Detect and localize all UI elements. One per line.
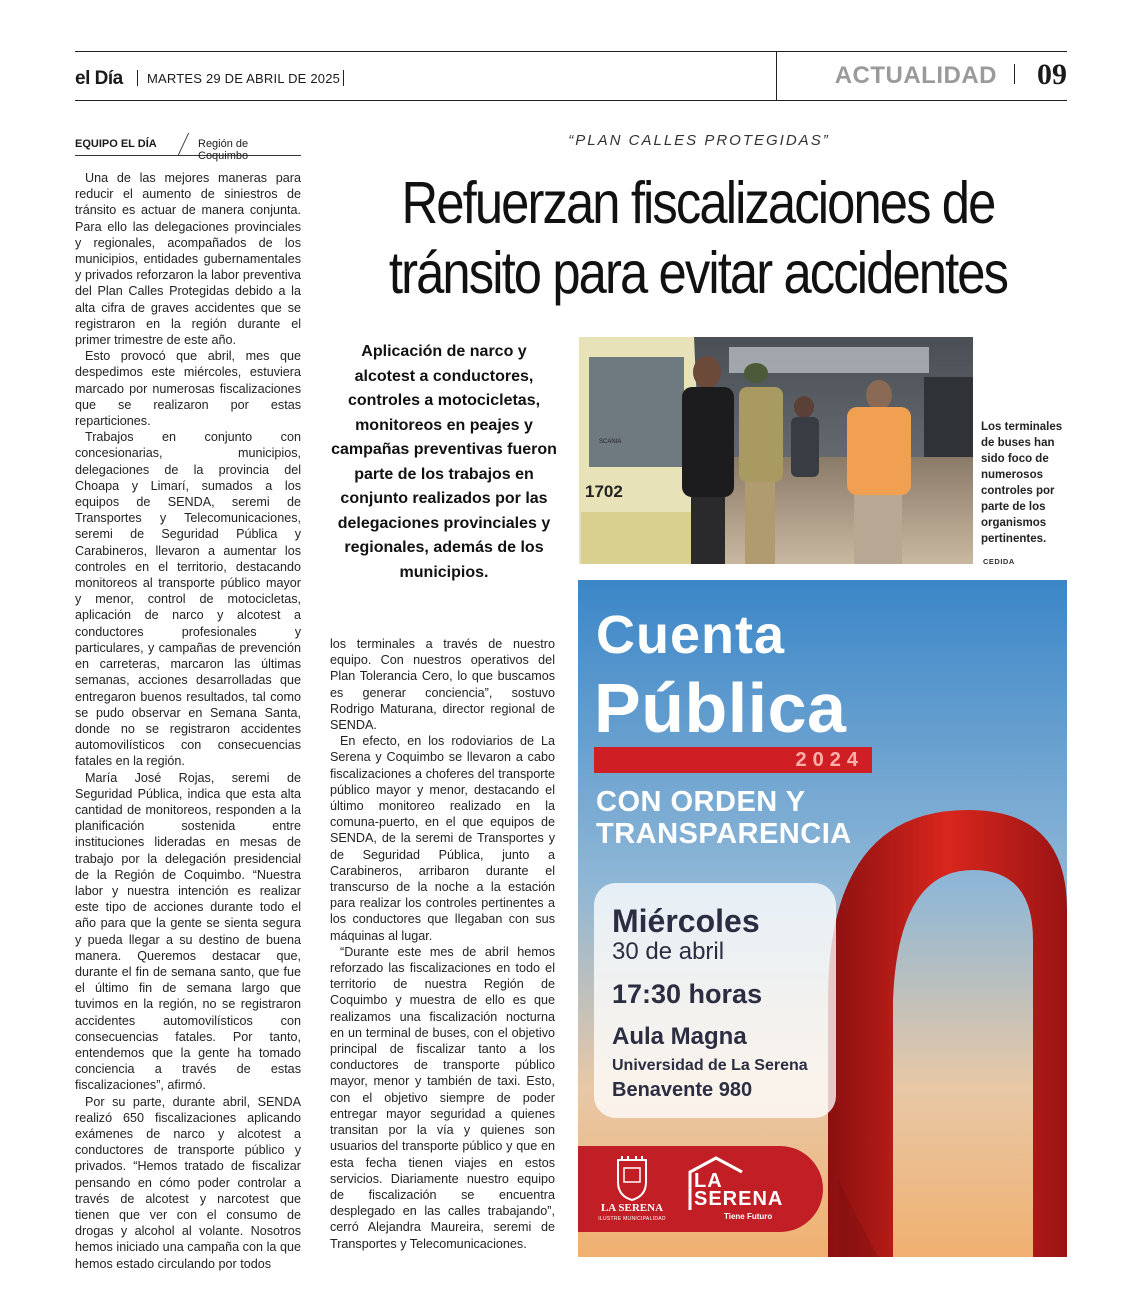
bus-brand: SCANIA: [599, 439, 622, 445]
section-name: ACTUALIDAD: [834, 62, 997, 89]
event-date: 30 de abril: [612, 938, 725, 965]
issue-date: MARTES 29 DE ABRIL DE 2025: [147, 71, 341, 86]
municipality-name: LA SERENA: [600, 1202, 664, 1214]
masthead: [75, 52, 1067, 100]
masthead-bottom-rule: [75, 100, 1067, 101]
paragraph: Una de las mejores maneras para reducir el aumento de siniestros de tránsito es actuar de manera conjunta. Para ello las delegaciones provinciales y regionales, acompañados de los municipios, entidades gubernamentales y privados reforzaron la labor preventiva del Plan Calles Protegidas debido a la alta cifra de graves accidentes que se registraron en la región durante el primer trimestre de este año.: [75, 171, 301, 348]
paragraph: los terminales a través de nuestro equipo. Con nuestros operativos del Plan Tolerancia Cero, lo que buscamos es generar conciencia”, sostuvo Rodrigo Maturana, director regional de SENDA.: [330, 637, 555, 733]
event-university: Universidad de La Serena: [612, 1057, 808, 1074]
headline-line: tránsito para evitar accidentes: [388, 240, 1008, 306]
byline-author: EQUIPO EL DÍA: [75, 138, 157, 150]
event-day: Miércoles: [612, 903, 760, 939]
cuenta-publica-ad: [578, 580, 1067, 1257]
article-lead: Aplicación de narco y alcotest a conductores, controles a motocicletas, monitoreos en peajes y campañas preventivas fueron parte de los trabajos en conjunto realizados por las delegaciones provinciales y regionales, además de los municipios.: [331, 343, 557, 581]
newspaper-brand: el Día: [75, 68, 123, 89]
brand-line: LA: [694, 1170, 723, 1192]
ad-tagline: TRANSPARENCIA: [596, 818, 852, 850]
bus-number: 1702: [585, 482, 623, 501]
photo-credit: CEDIDA: [983, 557, 1015, 566]
divider: [776, 52, 777, 100]
bus-terminal-photo: [579, 337, 973, 564]
paragraph: Trabajos en conjunto con concesionarias, municipios, delegaciones de la provincia del Choapa y Limarí, sumados a los equipos de SENDA, seremi de Transportes y Telecomunicaciones, seremi de Seguridad Pública y Carabineros, llevaron a aumentar los controles en el territorio, destacando monitoreos al transporte público mayor y menor, control de motocicletas, aplicación de narco y alcotest a conductores profesionales y particulares, y campañas de prevención en carreteras, marcaron las últimas semanas, acciones desarrolladas que entregaron buenos resultados, tal como se pudo observar en Semana Santa, donde no se registraron accidentes automovilísticos con consecuencias fatales en la región.: [75, 430, 301, 769]
divider: [343, 70, 344, 86]
ad-tagline: CON ORDEN Y: [596, 786, 806, 818]
article-headline: [371, 168, 1025, 308]
article-column-1: [75, 170, 301, 1272]
municipality-logo: [596, 1156, 668, 1222]
brand-line: SERENA: [694, 1188, 784, 1210]
ad-year-badge: 2024: [594, 747, 872, 773]
ad-logos-bar: [578, 1146, 823, 1232]
paragraph: Por su parte, durante abril, SENDA realizó 650 fiscalizaciones aplicando exámenes de narco y alcotest a conductores de transporte público y privados. “Hemos tratado de fiscalizar pensando en cómo poder controlar a través de alcotest y narcotest que tienen que ver con el consumo de drogas y alcohol al volante. Nosotros hemos iniciado una campaña con la que hemos estado circulando por todos: [75, 1094, 301, 1271]
article-kicker: “PLAN CALLES PROTEGIDAS”: [568, 132, 830, 149]
page-number: 09: [1037, 58, 1067, 91]
photo-caption: Los terminales de buses han sido foco de numerosos controles por parte de los organismos pertinentes.: [981, 421, 1063, 545]
divider: [137, 70, 138, 86]
byline-region: Región de Coquimbo: [198, 138, 249, 162]
event-details-card: [594, 883, 836, 1118]
article-column-2: [330, 636, 555, 1252]
article-photo: [579, 337, 973, 564]
municipality-subtitle: ILUSTRE MUNICIPALIDAD: [598, 1216, 666, 1222]
paragraph: “Durante este mes de abril hemos reforzado las fiscalizaciones en todo el territorio de nuestra Región de Coquimbo y muestra de ello es que realizamos una fiscalización nocturna en un terminal de buses, con el objetivo principal de fiscalizar tanto a los conductores de transporte público mayor, menor y también de taxi. Esto, con el objetivo siempre de poder entregar mayor seguridad a quienes transitan por la vía y quienes son usuarios del transporte público y que en esta fecha tienen viajes en estos servicios. Diariamente nuestro equipo de fiscalización se encuentra desplegado en las calles trabajando”, cerró Alejandra Maureira, seremi de Transportes y Telecomunicaciones.: [330, 944, 555, 1251]
ad-title: Cuenta: [596, 605, 786, 665]
ad-title: Pública: [594, 669, 847, 747]
paragraph: María José Rojas, seremi de Seguridad Pública, indica que esta alta cantidad de monitoreos, responden a la planificación sostenida entre instituciones lideradas en mesas de trabajo por la delegación presidencial de la Región de Coquimbo. “Nuestra labor y nuestra intención es realizar este tipo de acciones durante todo el año para que la gente se sienta segura y pueda llegar a su destino de buena manera. Queremos destacar que, durante el fin de semana santo, que fue el último fin de semana largo que tuvimos en la región, no se registraron accidentes automovilísticos con consecuencias fatales. Por tanto, entendemos que la gente ha tomado conciencia a través de estas fiscalizaciones”, afirmó.: [75, 770, 301, 1093]
headline-line: Refuerzan fiscalizaciones de: [401, 170, 995, 236]
event-address: Benavente 980: [612, 1079, 753, 1101]
byline-divider: [178, 133, 189, 155]
paragraph: Esto provocó que abril, mes que despedimos este miércoles, estuviera marcado por numerosas fiscalizaciones que se realizaron por estas reparticiones.: [75, 349, 301, 429]
coat-of-arms-icon: [596, 1156, 668, 1202]
event-place: Aula Magna: [612, 1023, 747, 1050]
divider: [1014, 64, 1015, 84]
paragraph: En efecto, en los rodoviarios de La Serena y Coquimbo se llevaron a cabo fiscalizaciones a choferes del transporte público mayor y menor, destacando el último monitoreo realizado en la comuna-puerto, en el que equipos de SENDA, de la seremi de Transportes y de Seguridad Pública, junto a Carabineros, arribaron durante el transcurso de la noche a la estación para realizar los controles pertinentes a los conductores que llegaban con sus máquinas al lugar.: [330, 734, 555, 943]
brand-slogan: Tiene Futuro: [724, 1212, 773, 1221]
byline: [75, 137, 301, 162]
event-time: 17:30 horas: [612, 979, 763, 1009]
la-serena-brand-logo: [688, 1156, 783, 1222]
